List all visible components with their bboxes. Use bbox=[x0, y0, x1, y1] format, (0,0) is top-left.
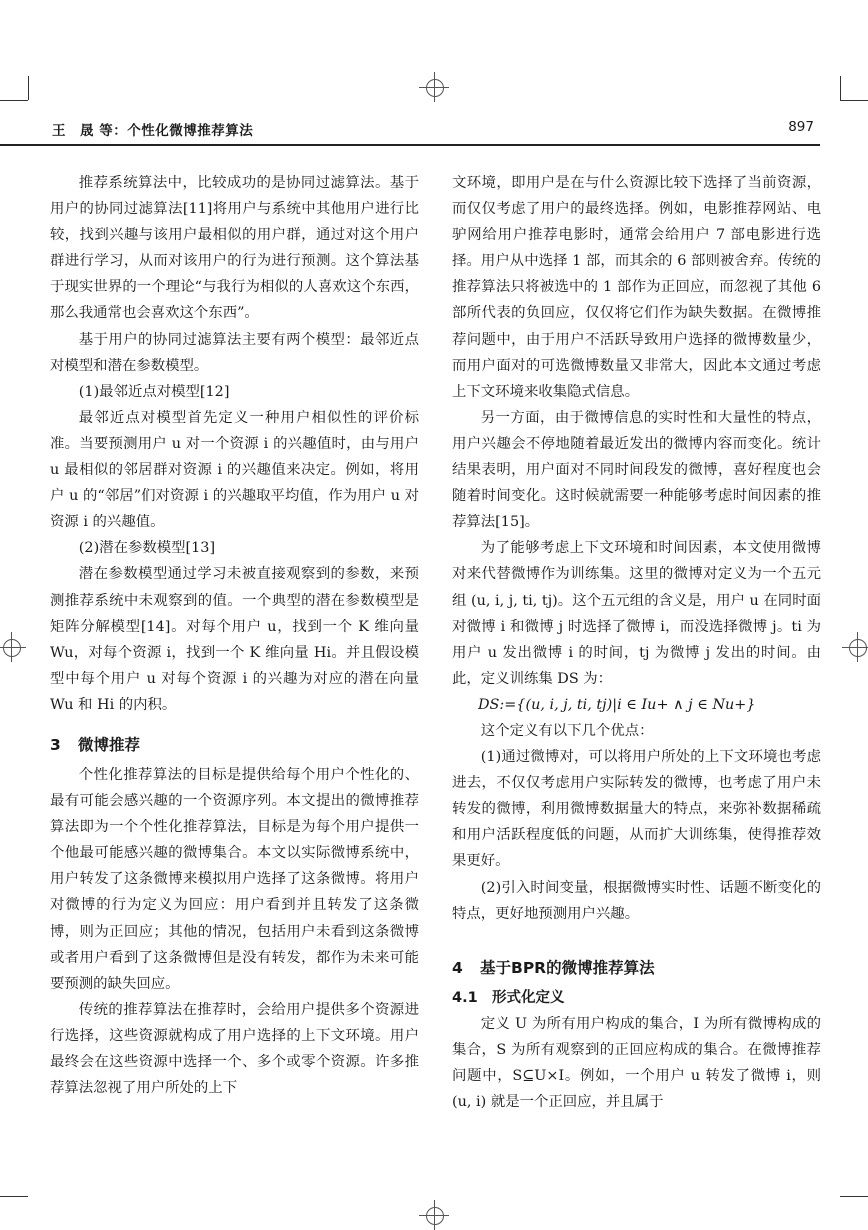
left-column bbox=[50, 170, 419, 1101]
paragraph: (1)通过微博对，可以将用户所处的上下文环境也考虑进去，不仅仅考虑用户实际转发的微博，也考虑了用户未转发的微博，利用微博数据量大的特点，来弥补数据稀疏和用户活跃程度低的问题，从而扩大训练集，使得推荐效果更好。 bbox=[452, 749, 821, 870]
section-title: 基于BPR的微博推荐算法 bbox=[480, 958, 655, 977]
subsection-number: 4.1 bbox=[452, 989, 478, 1006]
header-rule bbox=[0, 144, 820, 146]
crop-mark bbox=[840, 1196, 868, 1197]
paragraph: 传统的推荐算法在推荐时，会给用户提供多个资源进行选择，这些资源就构成了用户选择的上下文环境。用户最终会在这些资源中选择一个、多个或零个资源。许多推荐算法忽视了用户所处的上下 bbox=[50, 1001, 419, 1097]
paragraph: 潜在参数模型通过学习未被直接观察到的参数，来预测推荐系统中未观察到的值。一个典型的潜在参数模型是矩阵分解模型[14]。对每个用户 u，找到一个 K 维向量 Wu，对每个资源 i，找到一个 K 维向量 Hi。并且假设模型中每个用户 u 对每个资源 i 的兴趣为对应的潜在向量 Wu 和 Hi 的内积。 bbox=[50, 566, 419, 713]
list-heading: (2)潜在参数模型[13] bbox=[78, 540, 216, 557]
paragraph: 另一方面，由于微博信息的实时性和大量性的特点，用户兴趣会不停地随着最近发出的微博内容而变化。统计结果表明，用户面对不同时间段发的微博，喜好程度也会随着时间变化。这时候就需要一种能够考虑时间因素的推荐算法[15]。 bbox=[452, 409, 821, 531]
paragraph: 为了能够考虑上下文环境和时间因素，本文使用微博对来代替微博作为训练集。这里的微博对定义为一个五元组 (u, i, j, ti, tj)。这个五元组的含义是，用户 u 在同时面对微博 i 和微博 j 时选择了微博 i，而没选择微博 j。ti 为用户 u 发出微博 i 的时间，tj 为微博 j 发出的时间。由此，定义训练集 DS 为： bbox=[452, 540, 821, 687]
registration-mark-bottom bbox=[419, 1200, 449, 1230]
page-number: 897 bbox=[788, 119, 814, 135]
paragraph: 最邻近点对模型首先定义一种用户相似性的评价标准。当要预测用户 u 对一个资源 i 的兴趣值时，由与用户 u 最相似的邻居群对资源 i 的兴趣值来决定。例如，将用户 u 的“邻居”们对资源 i 的兴趣取平均值，作为用户 u 对资源 i 的兴趣值。 bbox=[50, 409, 419, 531]
formula: DS:={(u, i, j, ti, tj)|i ∈ Iu+ ∧ j ∈ Nu+} bbox=[478, 696, 756, 713]
crop-mark bbox=[840, 100, 868, 101]
paragraph: (2)引入时间变量，根据微博实时性、话题不断变化的特点，更好地预测用户兴趣。 bbox=[452, 879, 821, 922]
section-heading bbox=[452, 955, 821, 981]
right-column bbox=[452, 170, 821, 1115]
registration-mark-right bbox=[842, 632, 868, 662]
paragraph: 个性化推荐算法的目标是提供给每个用户个性化的、最有可能会感兴趣的一个资源序列。本文提出的微博推荐算法即为一个个性化推荐算法，目标是为每个用户提供一个他最可能感兴趣的微博集合。本文以实际微博系统中，用户转发了这条微博来模拟用户选择了这条微博。将用户对微博的行为定义为回应：用户看到并且转发了这条微博，则为正回应；其他的情况，包括用户未看到这条微博或者用户看到了这条微博但是没有转发，都作为未来可能要预测的缺失回应。 bbox=[50, 766, 419, 992]
section-heading bbox=[50, 732, 419, 758]
crop-mark bbox=[28, 76, 29, 100]
crop-mark bbox=[0, 100, 28, 101]
running-head bbox=[52, 119, 820, 139]
subsection-heading bbox=[452, 985, 821, 1011]
paragraph: 这个定义有以下几个优点： bbox=[480, 722, 654, 739]
registration-mark-left bbox=[0, 632, 26, 662]
section-number: 3 bbox=[50, 735, 61, 754]
subsection-title: 形式化定义 bbox=[492, 989, 565, 1006]
paragraph: 文环境，即用户是在与什么资源比较下选择了当前资源，而仅仅考虑了用户的最终选择。例如，电影推荐网站、电驴网给用户推荐电影时，通常会给用户 7 部电影进行选择。用户从中选择 1 部，而其余的 6 部则被舍弃。传统的推荐算法只将被选中的 1 部作为正回应，而忽视了其他 6 部所代表的负回应，仅仅将它们作为缺失数据。在微博推荐问题中，由于用户不活跃导致用户选择的微博数量少，而用户面对的可选微博数量又非常大，因此本文通过考虑上下文环境来收集隐式信息。 bbox=[452, 175, 821, 400]
crop-mark bbox=[840, 76, 841, 100]
paragraph: 基于用户的协同过滤算法主要有两个模型：最邻近点对模型和潜在参数模型。 bbox=[50, 331, 419, 374]
paragraph: 定义 U 为所有用户构成的集合，I 为所有微博构成的集合，S 为所有观察到的正回应构成的集合。在微博推荐问题中，S⊆U×I。例如，一个用户 u 转发了微博 i，则 (u, i) 就是一个正回应，并且属于 bbox=[452, 1015, 821, 1110]
registration-mark-top bbox=[419, 72, 449, 102]
list-heading: (1)最邻近点对模型[12] bbox=[78, 383, 230, 400]
running-head-title: 王 晟 等：个性化微博推荐算法 bbox=[52, 123, 254, 139]
paragraph: 推荐系统算法中，比较成功的是协同过滤算法。基于用户的协同过滤算法[11]将用户与系统中其他用户进行比较，找到兴趣与该用户最相似的用户群，通过对这个用户群进行学习，从而对该用户的行为进行预测。这个算法基于现实世界的一个理论“与我行为相似的人喜欢这个东西，那么我通常也会喜欢这个东西”。 bbox=[50, 175, 419, 322]
section-number: 4 bbox=[452, 958, 463, 977]
section-title: 微博推荐 bbox=[78, 735, 141, 754]
crop-mark bbox=[0, 1196, 28, 1197]
